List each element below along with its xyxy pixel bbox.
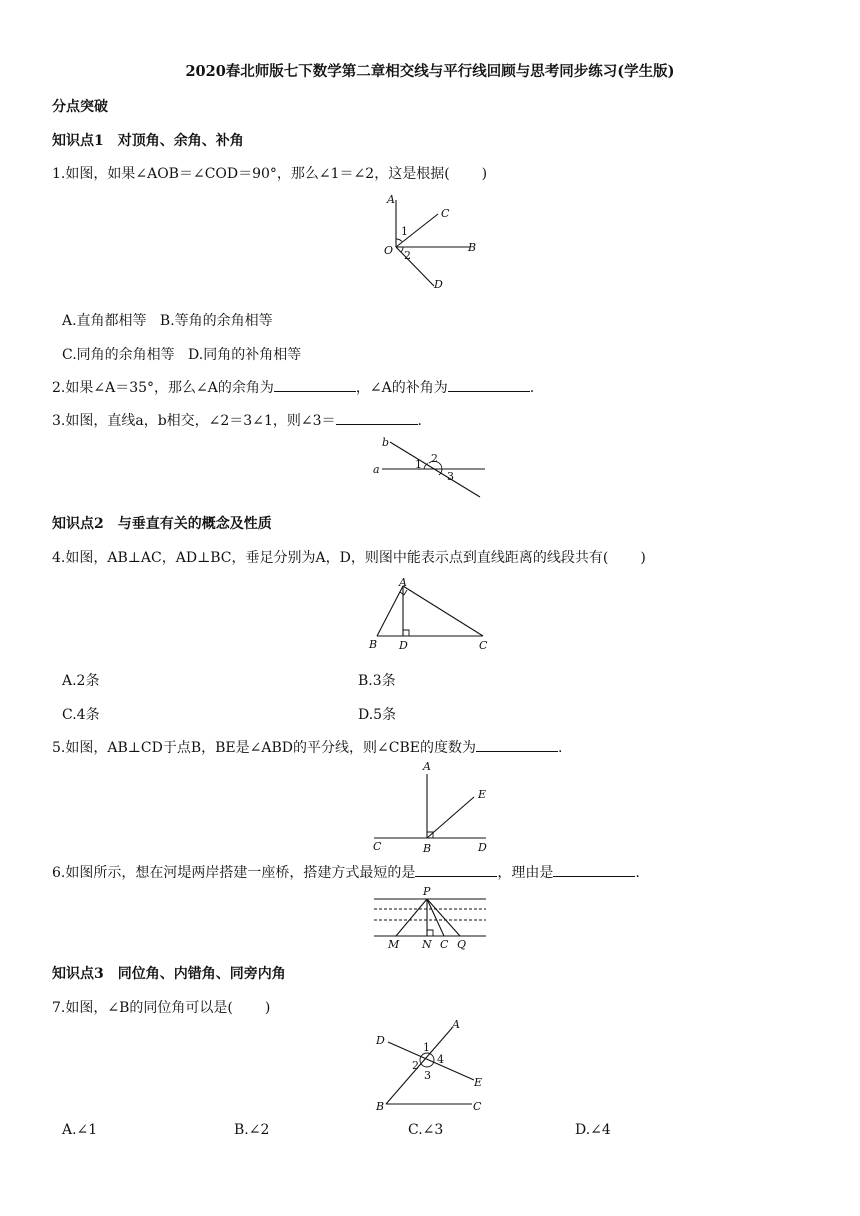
question-6-part-3: . — [635, 865, 640, 881]
fig-q7-label-D: D — [376, 1034, 385, 1047]
answer-blank — [274, 379, 356, 392]
fig-q4-label-A: A — [399, 576, 407, 589]
question-2-part-3: . — [529, 380, 535, 396]
question-5 — [52, 737, 562, 757]
fig-q1-angle-2: 2 — [404, 249, 411, 262]
q1-option-a: A.直角都相等 — [62, 313, 147, 329]
fig-q6-label-P: P — [423, 885, 431, 898]
question-6-part-2: ，理由是 — [497, 865, 554, 881]
fig-q5-label-C: C — [373, 840, 382, 853]
question-7 — [52, 997, 270, 1017]
question-1-options-row-2 — [62, 344, 301, 364]
question-1 — [52, 163, 487, 183]
section-heading: 分点突破 — [52, 99, 108, 115]
fig-q6-label-C: C — [440, 938, 449, 951]
question-4-close: ) — [640, 550, 646, 566]
fig-q5-label-D: D — [478, 841, 487, 854]
figure-q7 — [368, 1018, 498, 1114]
fig-q1-label-B: B — [468, 241, 477, 254]
question-7-text: 7.如图，∠B的同位角可以是( — [52, 1000, 233, 1016]
fig-q1-label-C: C — [441, 207, 450, 220]
fig-q5-label-A: A — [423, 760, 431, 773]
fig-q4-label-B: B — [369, 638, 378, 651]
fig-q6-label-N: N — [422, 938, 432, 951]
figure-q5 — [368, 760, 498, 856]
q4-option-b: B.3条 — [358, 673, 396, 689]
answer-blank — [553, 864, 635, 877]
fig-q6-label-Q: Q — [457, 938, 467, 951]
figure-q4 — [365, 578, 495, 654]
fig-q7-angle-3: 3 — [424, 1069, 431, 1082]
question-3-part-1: 3.如图，直线a，b相交，∠2＝3∠1，则∠3＝ — [52, 413, 336, 429]
answer-blank — [336, 412, 418, 425]
question-4-text: 4.如图，AB⊥AC，AD⊥BC，垂足分别为A，D，则图中能表示点到直线距离的线段共有( — [52, 550, 609, 566]
fig-q1-label-D: D — [434, 278, 443, 291]
fig-q3-angle-2: 2 — [431, 452, 438, 465]
question-2-part-2: ，∠A的补角为 — [355, 380, 448, 396]
fig-q3-angle-3: 3 — [447, 470, 454, 483]
fig-q1-angle-1: 1 — [401, 225, 408, 238]
q4-option-d: D.5条 — [358, 707, 397, 723]
question-3 — [52, 410, 422, 430]
question-2-part-1: 2.如果∠A＝35°，那么∠A的余角为 — [52, 380, 274, 396]
question-1-text: 1.如图，如果∠AOB＝∠COD＝90°，那么∠1＝∠2，这是根据( — [52, 166, 450, 182]
fig-q7-label-B: B — [376, 1100, 385, 1113]
fig-q7-angle-1: 1 — [423, 1041, 430, 1054]
fig-q7-label-E: E — [474, 1076, 483, 1089]
figure-q6 — [370, 884, 492, 954]
q4-option-a: A.2条 — [62, 673, 100, 689]
q7-option-a: A.∠1 — [62, 1122, 98, 1138]
knowledge-point-1: 知识点1 对顶角、余角、补角 — [52, 133, 244, 149]
fig-q7-angle-4: 4 — [437, 1053, 444, 1066]
question-1-close: ) — [481, 166, 488, 182]
answer-blank — [476, 739, 558, 752]
knowledge-point-2: 知识点2 与垂直有关的概念及性质 — [52, 516, 272, 532]
fig-q4-label-D: D — [399, 639, 408, 652]
fig-q6-label-M: M — [388, 938, 400, 951]
question-2 — [52, 377, 534, 397]
fig-q3-label-b: b — [382, 436, 390, 449]
fig-q7-label-C: C — [473, 1100, 482, 1113]
q7-option-b: B.∠2 — [234, 1122, 270, 1138]
question-5-part-1: 5.如图，AB⊥CD于点B，BE是∠ABD的平分线，则∠CBE的度数为 — [52, 740, 476, 756]
page-title: 2020春北师版七下数学第二章相交线与平行线回顾与思考同步练习(学生版) — [185, 63, 675, 80]
question-6-part-1: 6.如图所示，想在河堤两岸搭建一座桥，搭建方式最短的是 — [52, 865, 416, 881]
fig-q3-label-a: a — [373, 463, 380, 476]
fig-q7-angle-2: 2 — [412, 1059, 419, 1072]
question-1-options-row-1 — [62, 310, 273, 330]
answer-blank — [448, 379, 530, 392]
fig-q1-label-A: A — [387, 193, 395, 206]
answer-blank — [415, 864, 497, 877]
q7-option-d: D.∠4 — [575, 1122, 611, 1138]
fig-q7-label-A: A — [452, 1018, 460, 1031]
fig-q1-label-O: O — [384, 244, 394, 257]
q1-option-d: D.同角的补角相等 — [188, 347, 302, 363]
fig-q3-angle-1: 1 — [415, 458, 422, 471]
q1-option-c: C.同角的余角相等 — [62, 347, 175, 363]
q4-option-c: C.4条 — [62, 707, 100, 723]
figure-q1 — [370, 190, 490, 295]
figure-q3 — [370, 432, 490, 502]
question-6 — [52, 862, 640, 882]
q7-option-c: C.∠3 — [408, 1122, 444, 1138]
fig-q5-label-E: E — [478, 788, 487, 801]
question-4 — [52, 547, 646, 567]
question-5-part-2: . — [557, 740, 563, 756]
knowledge-point-3: 知识点3 同位角、内错角、同旁内角 — [52, 966, 286, 982]
fig-q5-label-B: B — [423, 842, 432, 855]
question-7-close: ) — [264, 1000, 271, 1016]
fig-q4-label-C: C — [479, 639, 488, 652]
question-3-part-2: . — [417, 413, 422, 429]
q1-option-b: B.等角的余角相等 — [159, 313, 273, 329]
